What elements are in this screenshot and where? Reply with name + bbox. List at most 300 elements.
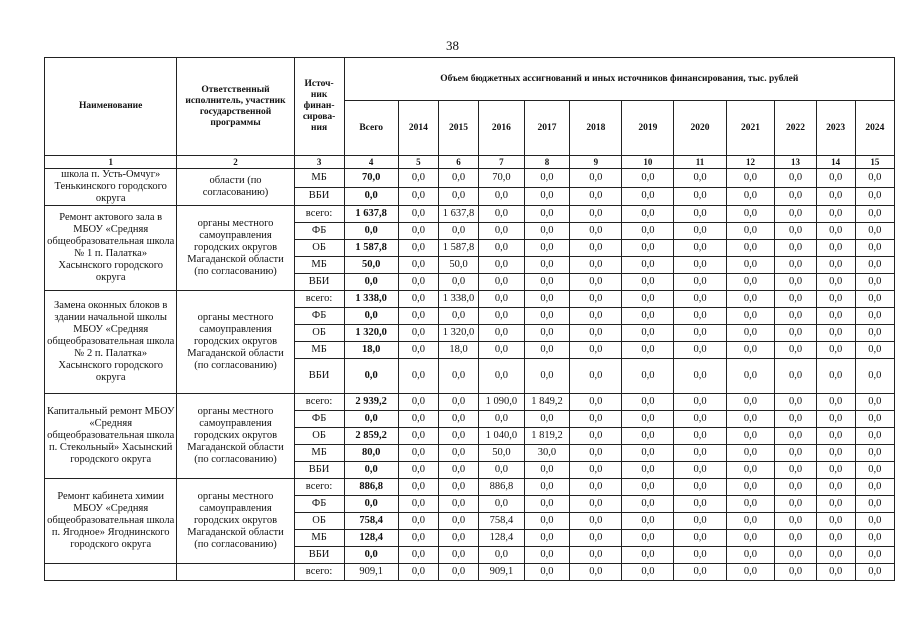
row-year-value: 0,0	[398, 223, 438, 240]
row-year-value: 0,0	[398, 428, 438, 445]
row-source: ВБИ	[294, 359, 344, 394]
column-number: 14	[816, 156, 855, 169]
row-year-value: 18,0	[438, 342, 478, 359]
row-year-value: 0,0	[438, 274, 478, 291]
row-year-value: 0,0	[479, 308, 525, 325]
row-year-value: 0,0	[398, 547, 438, 564]
row-year-value: 0,0	[816, 291, 855, 308]
row-year-value: 128,4	[479, 530, 525, 547]
row-year-value: 0,0	[622, 325, 674, 342]
row-year-value: 0,0	[398, 274, 438, 291]
row-source: ВБИ	[294, 462, 344, 479]
row-year-value: 0,0	[816, 257, 855, 274]
row-year-value: 0,0	[726, 496, 775, 513]
row-year-value: 0,0	[816, 359, 855, 394]
row-year-value: 886,8	[479, 479, 525, 496]
row-year-value: 0,0	[816, 564, 855, 581]
row-year-value: 0,0	[816, 445, 855, 462]
row-year-value: 0,0	[524, 342, 570, 359]
row-year-value: 0,0	[775, 291, 816, 308]
row-responsible: органы местного самоуправления городских округов Магаданской области (по согласованию)	[177, 394, 294, 479]
row-year-value: 0,0	[479, 547, 525, 564]
column-number: 12	[726, 156, 775, 169]
row-total-value: 0,0	[344, 462, 398, 479]
row-year-value: 0,0	[674, 462, 726, 479]
row-year-value: 0,0	[479, 325, 525, 342]
table-row	[45, 291, 895, 308]
row-year-value: 0,0	[775, 206, 816, 223]
row-source: всего:	[294, 564, 344, 581]
table-header	[45, 58, 895, 169]
row-year-value: 0,0	[479, 496, 525, 513]
row-year-value: 0,0	[726, 342, 775, 359]
row-year-value: 0,0	[816, 325, 855, 342]
row-year-value: 0,0	[570, 223, 622, 240]
row-year-value: 0,0	[674, 274, 726, 291]
row-year-value: 0,0	[816, 394, 855, 411]
column-numbers-row	[45, 156, 895, 169]
column-number: 5	[398, 156, 438, 169]
row-year-value: 0,0	[775, 257, 816, 274]
row-year-value: 0,0	[816, 411, 855, 428]
row-year-value: 0,0	[726, 428, 775, 445]
row-source: ФБ	[294, 308, 344, 325]
row-year-value: 0,0	[479, 223, 525, 240]
row-total-value: 80,0	[344, 445, 398, 462]
row-year-value: 0,0	[524, 257, 570, 274]
row-total-value: 758,4	[344, 513, 398, 530]
row-total-value: 70,0	[344, 169, 398, 188]
row-year-value: 0,0	[855, 547, 894, 564]
row-year-value: 0,0	[570, 274, 622, 291]
row-year-value: 0,0	[775, 445, 816, 462]
row-year-value: 0,0	[775, 308, 816, 325]
row-year-value: 0,0	[438, 223, 478, 240]
row-year-value: 0,0	[855, 496, 894, 513]
row-year-value: 0,0	[855, 325, 894, 342]
row-year-value: 0,0	[775, 325, 816, 342]
row-year-value: 0,0	[398, 564, 438, 581]
row-year-value: 1 587,8	[438, 240, 478, 257]
row-year-value: 0,0	[622, 223, 674, 240]
row-year-value: 0,0	[855, 223, 894, 240]
row-year-value: 0,0	[775, 240, 816, 257]
row-year-value: 0,0	[674, 479, 726, 496]
row-year-value: 0,0	[570, 564, 622, 581]
row-year-value: 0,0	[438, 428, 478, 445]
row-responsible: органы местного самоуправления городских округов Магаданской области (по согласованию)	[177, 206, 294, 291]
row-year-value: 0,0	[622, 240, 674, 257]
row-year-value: 0,0	[726, 411, 775, 428]
row-year-value: 0,0	[855, 513, 894, 530]
row-year-value: 0,0	[816, 479, 855, 496]
row-year-value: 0,0	[622, 462, 674, 479]
row-year-value: 0,0	[398, 342, 438, 359]
row-year-value: 0,0	[398, 187, 438, 206]
row-year-value: 0,0	[855, 274, 894, 291]
row-year-value: 0,0	[855, 206, 894, 223]
row-year-value: 0,0	[524, 496, 570, 513]
row-year-value: 0,0	[855, 169, 894, 188]
row-year-value: 0,0	[775, 274, 816, 291]
row-year-value: 0,0	[524, 291, 570, 308]
header-year: 2014	[398, 101, 438, 156]
row-source: ОБ	[294, 325, 344, 342]
row-year-value: 0,0	[438, 411, 478, 428]
row-year-value: 0,0	[726, 240, 775, 257]
row-year-value: 0,0	[726, 479, 775, 496]
row-year-value: 0,0	[570, 169, 622, 188]
row-year-value: 0,0	[674, 547, 726, 564]
row-year-value: 0,0	[524, 479, 570, 496]
row-year-value: 0,0	[524, 530, 570, 547]
row-year-value: 0,0	[524, 223, 570, 240]
row-year-value: 0,0	[398, 308, 438, 325]
table-body	[45, 169, 895, 581]
row-year-value: 30,0	[524, 445, 570, 462]
row-year-value: 0,0	[622, 187, 674, 206]
row-year-value: 0,0	[855, 462, 894, 479]
column-number: 8	[524, 156, 570, 169]
row-year-value: 0,0	[855, 308, 894, 325]
row-year-value: 0,0	[570, 325, 622, 342]
row-year-value: 0,0	[438, 564, 478, 581]
row-total-value: 0,0	[344, 223, 398, 240]
row-year-value: 0,0	[479, 411, 525, 428]
row-year-value: 0,0	[816, 342, 855, 359]
row-year-value: 0,0	[479, 462, 525, 479]
row-year-value: 0,0	[398, 445, 438, 462]
row-year-value: 0,0	[726, 257, 775, 274]
row-year-value: 50,0	[479, 445, 525, 462]
table-row	[45, 394, 895, 411]
row-year-value: 0,0	[674, 223, 726, 240]
row-year-value: 0,0	[775, 223, 816, 240]
row-year-value: 0,0	[398, 206, 438, 223]
row-name: Замена оконных блоков в здании начальной школы МБОУ «Средняя общеобразовательная школа № 2 п. Палатка» Хасынского городского округа	[45, 291, 177, 394]
row-year-value: 0,0	[524, 513, 570, 530]
row-year-value: 0,0	[775, 496, 816, 513]
row-year-value: 0,0	[726, 291, 775, 308]
row-source: ВБИ	[294, 187, 344, 206]
row-year-value: 0,0	[479, 206, 525, 223]
table-row	[45, 169, 895, 188]
row-year-value: 1 849,2	[524, 394, 570, 411]
column-number: 7	[479, 156, 525, 169]
row-source: ВБИ	[294, 274, 344, 291]
header-year: 2024	[855, 101, 894, 156]
row-year-value: 0,0	[816, 462, 855, 479]
row-year-value: 0,0	[524, 325, 570, 342]
row-year-value: 0,0	[855, 564, 894, 581]
row-year-value: 0,0	[775, 547, 816, 564]
row-source: ОБ	[294, 513, 344, 530]
row-year-value: 0,0	[816, 223, 855, 240]
header-year: 2015	[438, 101, 478, 156]
row-year-value: 0,0	[570, 187, 622, 206]
row-year-value: 1 040,0	[479, 428, 525, 445]
header-year: 2021	[726, 101, 775, 156]
row-year-value: 0,0	[524, 411, 570, 428]
row-source: всего:	[294, 394, 344, 411]
column-number: 11	[674, 156, 726, 169]
row-year-value: 0,0	[570, 428, 622, 445]
row-year-value: 0,0	[524, 206, 570, 223]
row-total-value: 0,0	[344, 359, 398, 394]
row-year-value: 0,0	[622, 394, 674, 411]
row-year-value: 0,0	[398, 530, 438, 547]
row-year-value: 0,0	[855, 530, 894, 547]
row-source: всего:	[294, 206, 344, 223]
row-year-value: 1 637,8	[438, 206, 478, 223]
row-total-value: 1 587,8	[344, 240, 398, 257]
row-year-value: 0,0	[622, 411, 674, 428]
row-year-value: 0,0	[479, 187, 525, 206]
column-number: 4	[344, 156, 398, 169]
row-year-value: 0,0	[855, 240, 894, 257]
row-year-value: 0,0	[674, 496, 726, 513]
row-year-value: 0,0	[398, 291, 438, 308]
header-volume: Объем бюджетных ассигнований и иных источников финансирования, тыс. рублей	[344, 58, 894, 101]
row-year-value: 0,0	[674, 291, 726, 308]
row-year-value: 0,0	[398, 169, 438, 188]
column-number: 6	[438, 156, 478, 169]
row-year-value: 0,0	[726, 530, 775, 547]
row-year-value: 0,0	[775, 513, 816, 530]
row-responsible: органы местного самоуправления городских округов Магаданской области (по согласованию)	[177, 479, 294, 564]
row-year-value: 0,0	[398, 513, 438, 530]
row-year-value: 0,0	[622, 169, 674, 188]
row-year-value: 70,0	[479, 169, 525, 188]
row-year-value: 0,0	[674, 342, 726, 359]
row-year-value: 0,0	[398, 394, 438, 411]
row-year-value: 0,0	[855, 394, 894, 411]
row-year-value: 0,0	[398, 359, 438, 394]
row-year-value: 0,0	[524, 547, 570, 564]
column-number: 9	[570, 156, 622, 169]
row-year-value: 0,0	[775, 169, 816, 188]
row-source: ВБИ	[294, 547, 344, 564]
row-year-value: 0,0	[570, 547, 622, 564]
row-year-value: 1 338,0	[438, 291, 478, 308]
row-year-value: 0,0	[479, 240, 525, 257]
row-year-value: 0,0	[622, 206, 674, 223]
row-year-value: 0,0	[855, 187, 894, 206]
row-year-value: 0,0	[816, 547, 855, 564]
row-year-value: 0,0	[570, 530, 622, 547]
row-source: МБ	[294, 530, 344, 547]
row-year-value: 0,0	[816, 206, 855, 223]
row-year-value: 0,0	[855, 291, 894, 308]
row-year-value: 0,0	[479, 342, 525, 359]
row-source: ОБ	[294, 240, 344, 257]
row-year-value: 0,0	[570, 206, 622, 223]
row-year-value: 0,0	[398, 257, 438, 274]
row-year-value: 0,0	[674, 513, 726, 530]
row-total-value: 0,0	[344, 411, 398, 428]
row-total-value: 886,8	[344, 479, 398, 496]
row-year-value: 0,0	[570, 496, 622, 513]
row-year-value: 0,0	[524, 240, 570, 257]
row-year-value: 0,0	[524, 564, 570, 581]
row-name: Ремонт кабинета химии МБОУ «Средняя общеобразовательная школа п. Ягодное» Ягоднинского городского округа	[45, 479, 177, 564]
row-total-value: 2 939,2	[344, 394, 398, 411]
header-year: 2020	[674, 101, 726, 156]
row-year-value: 0,0	[674, 325, 726, 342]
row-year-value: 0,0	[479, 291, 525, 308]
row-year-value: 0,0	[674, 187, 726, 206]
row-total-value: 0,0	[344, 547, 398, 564]
row-year-value: 0,0	[622, 496, 674, 513]
table-row	[45, 206, 895, 223]
row-name: Ремонт актового зала в МБОУ «Средняя общеобразовательная школа № 1 п. Палатка» Хасынского городского округа	[45, 206, 177, 291]
row-year-value: 0,0	[674, 206, 726, 223]
row-year-value: 0,0	[726, 394, 775, 411]
row-source: МБ	[294, 445, 344, 462]
row-year-value: 0,0	[674, 240, 726, 257]
row-source: МБ	[294, 257, 344, 274]
row-total-value: 1 338,0	[344, 291, 398, 308]
row-year-value: 1 320,0	[438, 325, 478, 342]
row-year-value: 0,0	[775, 187, 816, 206]
header-name: Наименование	[45, 58, 177, 156]
row-year-value: 0,0	[622, 359, 674, 394]
row-total-value: 0,0	[344, 496, 398, 513]
row-year-value: 0,0	[674, 394, 726, 411]
header-year: 2017	[524, 101, 570, 156]
row-total-value: 128,4	[344, 530, 398, 547]
row-name: Капитальный ремонт МБОУ «Средняя общеобразовательная школа п. Стекольный» Хасынский городского округа	[45, 394, 177, 479]
row-year-value: 0,0	[816, 187, 855, 206]
header-year: 2022	[775, 101, 816, 156]
row-year-value: 0,0	[726, 187, 775, 206]
row-total-value: 0,0	[344, 274, 398, 291]
row-year-value: 0,0	[570, 342, 622, 359]
row-year-value: 0,0	[524, 169, 570, 188]
row-year-value: 0,0	[855, 359, 894, 394]
row-source: ФБ	[294, 223, 344, 240]
row-year-value: 0,0	[479, 274, 525, 291]
row-year-value: 0,0	[726, 308, 775, 325]
row-year-value: 0,0	[775, 479, 816, 496]
row-year-value: 0,0	[570, 257, 622, 274]
row-responsible: области (по согласованию)	[177, 169, 294, 206]
row-year-value: 50,0	[438, 257, 478, 274]
header-source: Источ-ник финан-сирова-ния	[294, 58, 344, 156]
row-year-value: 1 090,0	[479, 394, 525, 411]
row-total-value: 50,0	[344, 257, 398, 274]
row-year-value: 0,0	[622, 547, 674, 564]
row-year-value: 0,0	[570, 291, 622, 308]
page-number: 38	[446, 38, 459, 53]
row-year-value: 0,0	[570, 445, 622, 462]
row-year-value: 0,0	[570, 411, 622, 428]
row-year-value: 0,0	[726, 547, 775, 564]
row-year-value: 0,0	[622, 308, 674, 325]
row-year-value: 0,0	[622, 274, 674, 291]
row-year-value: 0,0	[775, 342, 816, 359]
row-year-value: 0,0	[674, 359, 726, 394]
row-year-value: 0,0	[398, 496, 438, 513]
row-year-value: 0,0	[775, 359, 816, 394]
row-year-value: 0,0	[622, 291, 674, 308]
row-year-value: 0,0	[674, 530, 726, 547]
row-source: МБ	[294, 342, 344, 359]
row-year-value: 0,0	[855, 479, 894, 496]
row-year-value: 0,0	[726, 462, 775, 479]
row-year-value: 0,0	[438, 479, 478, 496]
header-year: 2016	[479, 101, 525, 156]
column-number: 13	[775, 156, 816, 169]
row-total-value: 909,1	[344, 564, 398, 581]
row-year-value: 0,0	[775, 394, 816, 411]
row-year-value: 0,0	[479, 359, 525, 394]
row-year-value: 0,0	[726, 325, 775, 342]
row-name	[45, 564, 177, 581]
row-year-value: 0,0	[816, 274, 855, 291]
row-year-value: 0,0	[726, 564, 775, 581]
row-year-value: 758,4	[479, 513, 525, 530]
row-year-value: 0,0	[726, 169, 775, 188]
row-year-value: 0,0	[816, 428, 855, 445]
row-year-value: 0,0	[398, 240, 438, 257]
row-year-value: 0,0	[726, 223, 775, 240]
row-year-value: 0,0	[674, 308, 726, 325]
row-source: ФБ	[294, 496, 344, 513]
row-year-value: 0,0	[855, 445, 894, 462]
column-number: 3	[294, 156, 344, 169]
row-year-value: 1 819,2	[524, 428, 570, 445]
row-year-value: 0,0	[674, 428, 726, 445]
row-year-value: 0,0	[622, 530, 674, 547]
header-total: Всего	[344, 101, 398, 156]
row-source: всего:	[294, 479, 344, 496]
row-year-value: 0,0	[855, 257, 894, 274]
row-year-value: 0,0	[775, 564, 816, 581]
row-year-value: 0,0	[816, 240, 855, 257]
header-responsible: Ответственный исполнитель, участник государственной программы	[177, 58, 294, 156]
row-year-value: 0,0	[398, 325, 438, 342]
row-year-value: 0,0	[398, 462, 438, 479]
row-total-value: 0,0	[344, 308, 398, 325]
row-year-value: 0,0	[524, 462, 570, 479]
row-year-value: 0,0	[816, 496, 855, 513]
row-total-value: 1 320,0	[344, 325, 398, 342]
row-year-value: 0,0	[438, 496, 478, 513]
row-year-value: 0,0	[570, 394, 622, 411]
row-year-value: 0,0	[570, 240, 622, 257]
row-year-value: 0,0	[570, 513, 622, 530]
table-row	[45, 564, 895, 581]
row-year-value: 0,0	[622, 257, 674, 274]
row-year-value: 0,0	[674, 411, 726, 428]
row-year-value: 0,0	[855, 428, 894, 445]
row-responsible: органы местного самоуправления городских округов Магаданской области (по согласованию)	[177, 291, 294, 394]
row-year-value: 0,0	[775, 428, 816, 445]
row-source: всего:	[294, 291, 344, 308]
row-year-value: 0,0	[816, 308, 855, 325]
row-year-value: 0,0	[674, 169, 726, 188]
row-year-value: 0,0	[816, 169, 855, 188]
row-year-value: 0,0	[622, 445, 674, 462]
row-responsible	[177, 564, 294, 581]
row-year-value: 0,0	[524, 308, 570, 325]
row-year-value: 0,0	[570, 462, 622, 479]
header-year: 2019	[622, 101, 674, 156]
row-year-value: 0,0	[438, 359, 478, 394]
budget-table	[44, 57, 895, 581]
row-year-value: 0,0	[438, 308, 478, 325]
